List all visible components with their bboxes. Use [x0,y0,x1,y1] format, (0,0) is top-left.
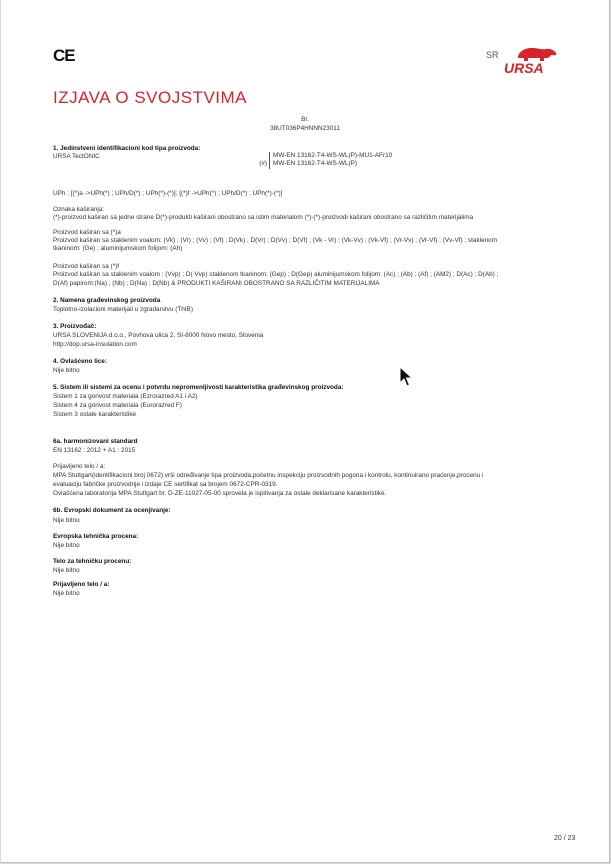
facing-a-text-1: Proizvod kaširan sa staklenim voalom: (Vk) ; (Vr) ; (Vv) ; (Vf) ; D(Vk) ; D(Vr) ; D(Vv) ; D(Vf) ; (Vk - Vr) ; (Vk-Vv) ; (Vk-Vf) ; (Vr-Vv) ; (Vr-Vf) ; (Vv-Vf) ; staklenom [53,237,498,244]
ce-mark: CE [53,46,75,65]
eta-heading: Evropska tehnička procena: [53,533,139,540]
system-3: Sistem 3 ostale karakteristike [53,411,137,418]
doc-number-label: Br. [301,116,309,123]
facing-a-label: Proizvod kaširan sa (*)a [53,229,121,236]
product-name: URSA TectONIC [53,153,100,160]
oznaka-text: (*)-proizvod kaširan sa jedne strane D(*)-produkti kaširani obostrano sa istim materialom (*)-(*)-proizvodi kaširani obostrano sa različitim materijalima [53,214,474,221]
section-1-heading: 1. Jedinstveni identifikacioni kod tipa proizvoda: [53,145,201,152]
notified-heading: Prijavljeno telo / a: [53,581,110,588]
ursa-logo [504,44,560,78]
facing-f-text-2: D(Af) papirom:(Na) ; (Nb) ; D(Na) ; D(Nb) & PRODUKTI KAŠIRANI OBOSTRANO SA RAZLIČITIM MATERIJALIMA [53,280,380,287]
section-2-text: Toplotno-izolacioni materijali u zgradarstvu (ThIB) [53,306,193,313]
section-4-text: Nije bitno [53,367,80,374]
section-6b-text: Nije bitno [53,517,80,524]
system-1: Sistem 1 za gorivost materiala (Ezrorazred A1 i A2) [53,393,198,400]
section-5-heading: 5. Sistem ili sistemi za ocenu i potvrdu nepromenljivosti karakteristika građevinskog proizvoda: [53,384,344,391]
document-page [1,0,610,863]
designation-code-1: MW-EN 13162-T4-WS-WL(P)-MU1-AFr10 [269,152,392,160]
designation-codes [253,152,392,169]
language-code: SR [486,50,499,60]
section-6b-heading: 6b. Evropski dokument za ocenjivanje: [53,507,171,514]
designation-marker: (#) [259,160,267,168]
system-4: Sistem 4 za gorivost materiala (Eurorazred F) [53,402,182,409]
section-2-heading: 2. Namena građevinskog proizvoda [53,297,161,304]
facing-f-text-1: Proizvod kaširan sa staklenim voalom : (Vvp) ; D( Vvp) staklenom tkaninom: (Gep) ; D(Gep) aluminijumskom folijom: (Ac) ; (Ab) ; (Af) ; (AM2) ; D(Ac) ; D(Ab) ; [53,271,499,278]
oznaka-label: Oznaka kaširanja: [53,206,105,213]
section-6a-heading: 6a. harmonizovani standard [53,438,138,445]
notified-text: Nije bitno [53,590,80,597]
designation-code-2: MW-EN 13162-T4-WS-WL(P) [269,160,357,168]
section-4-heading: 4. Ovlašćeno lice: [53,358,107,365]
facing-f-label: Proizvod kaširan sa (*)f [53,263,120,270]
section-3-heading: 3. Proizvođač: [53,323,97,330]
harmonized-standard: EN 13162 : 2012 + A1 : 2015 [53,447,136,454]
manufacturer-url[interactable]: http://dop.ursa-insulation.com [53,341,137,348]
notified-body-label: Prijavljeno telo / a: [53,463,106,470]
notified-body-text-3: Ovlašćena laboratorija MPA Stuttgart br. D-ZE-11027-05-00 sprovela je ispitivanja za ostale deklarisane karakteristike. [53,490,387,497]
page-number: 20 / 23 [554,835,576,842]
notified-body-text-1: MPA Stuttgart(identifikacioni broj 0672) vrši određivanje tipa proizvoda,početnu inspekciju proizvodnih pogona i kontrolu, kontinuirano praćenje,procenu i [53,472,484,479]
document-title: IZJAVA O SVOJSTVIMA [53,88,248,107]
facing-a-text-2: tkaninom: (Ge) ; aluminijumskom folijom: (Ah) [53,245,183,252]
notified-body-text-2: evaluaciju fabričke proizvodnje i izdaje CE sertifikat sa brojem 0672-CPR-0319. [53,481,278,488]
doc-number-value: 38UT036P4HNNN23011 [270,125,340,132]
mouse-pointer-icon [399,366,413,388]
manufacturer-address: URSA SLOVENIJA d.o.o., Povhova ulica 2, SI-8000 Novo mesto, Slovenia [53,332,264,339]
eta-text: Nije bitno [53,542,80,549]
logo-text: URSA [504,60,544,76]
uph-line: UPh ; [(*)a ->UPh(*) ; UPh/D(*) ; UPh(*)-(*)]; [(*)f ->UPh(*) ; UPh/D(*) ; UPh(*)-(*)] [53,190,283,197]
tab-heading: Telo za tehničku procenu: [53,558,132,565]
tab-text: Nije bitno [53,567,80,574]
